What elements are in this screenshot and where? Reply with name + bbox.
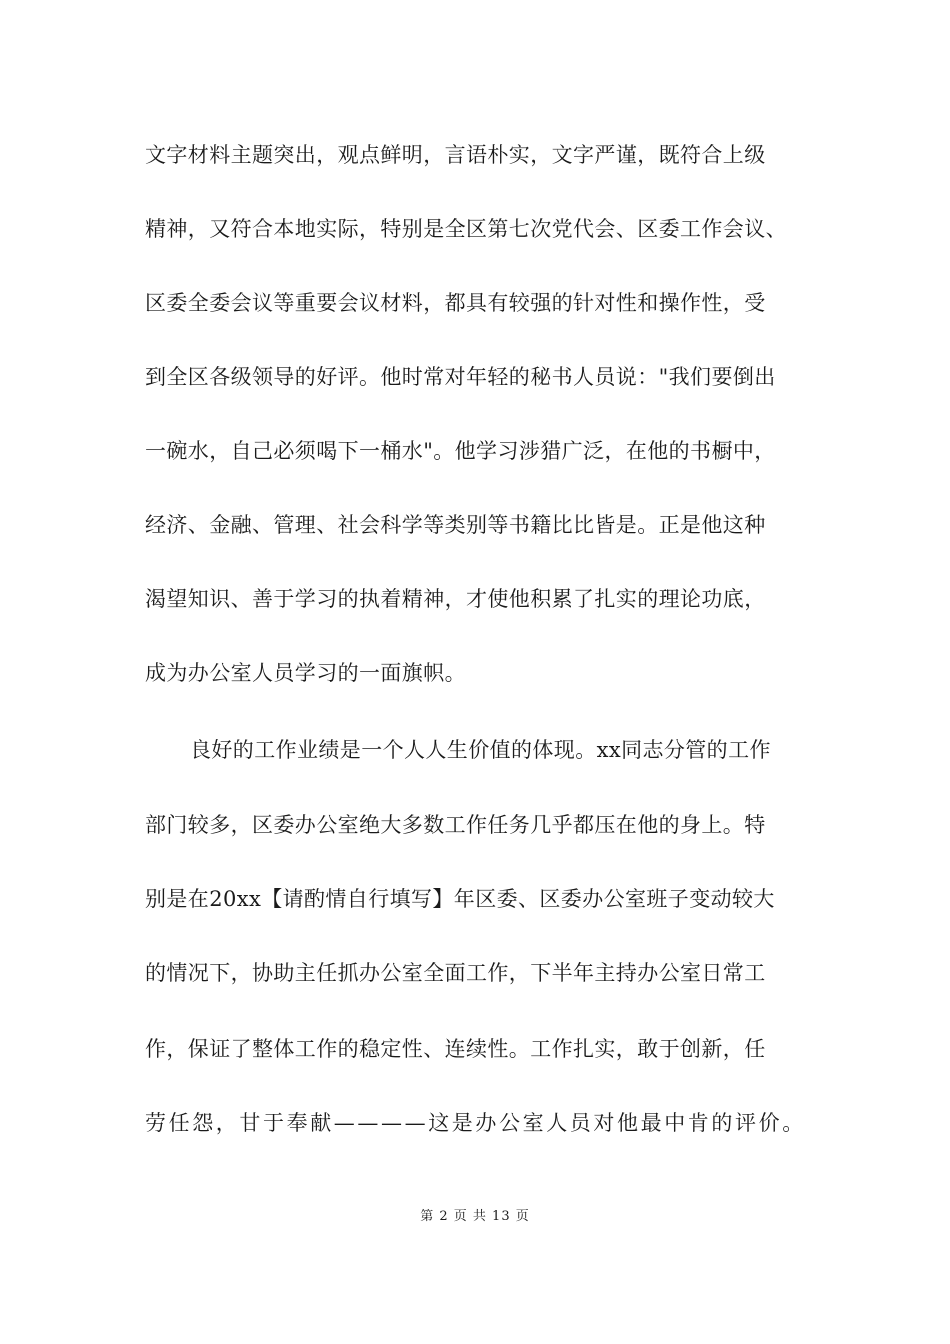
body-text-line: 劳任怨，甘于奉献————这是办公室人员对他最中肯的评价。 <box>145 1111 806 1135</box>
body-text-line: 作，保证了整体工作的稳定性、连续性。工作扎实，敢于创新，任 <box>145 1037 766 1061</box>
body-text-line: 部门较多，区委办公室绝大多数工作任务几乎都压在他的身上。特 <box>145 813 766 837</box>
body-text-line: 文字材料主题突出，观点鲜明，言语朴实，文字严谨，既符合上级 <box>145 143 766 167</box>
body-text-line: 渴望知识、善于学习的执着精神，才使他积累了扎实的理论功底， <box>145 587 766 611</box>
body-text-line: 精神，又符合本地实际，特别是全区第七次党代会、区委工作会议、 <box>145 217 787 241</box>
page-number-footer: 第 2 页 共 13 页 <box>420 1209 530 1224</box>
body-text-line: 的情况下，协助主任抓办公室全面工作，下半年主持办公室日常工 <box>145 961 766 985</box>
body-text-line: 别是在20xx【请酌情自行填写】年区委、区委办公室班子变动较大 <box>145 887 775 911</box>
body-text-line: 到全区各级领导的好评。他时常对年轻的秘书人员说："我们要倒出 <box>145 365 776 389</box>
body-text-line: 成为办公室人员学习的一面旗帜。 <box>145 661 466 685</box>
body-text-line: 一碗水，自己必须喝下一桶水"。他学习涉猎广泛，在他的书橱中， <box>145 439 776 463</box>
body-text-line: 经济、金融、管理、社会科学等类别等书籍比比皆是。正是他这种 <box>145 513 766 537</box>
body-text-line: 区委全委会议等重要会议材料，都具有较强的针对性和操作性，受 <box>145 291 766 315</box>
paragraph-first-line: 良好的工作业绩是一个人人生价值的体现。xx同志分管的工作 <box>190 738 771 762</box>
